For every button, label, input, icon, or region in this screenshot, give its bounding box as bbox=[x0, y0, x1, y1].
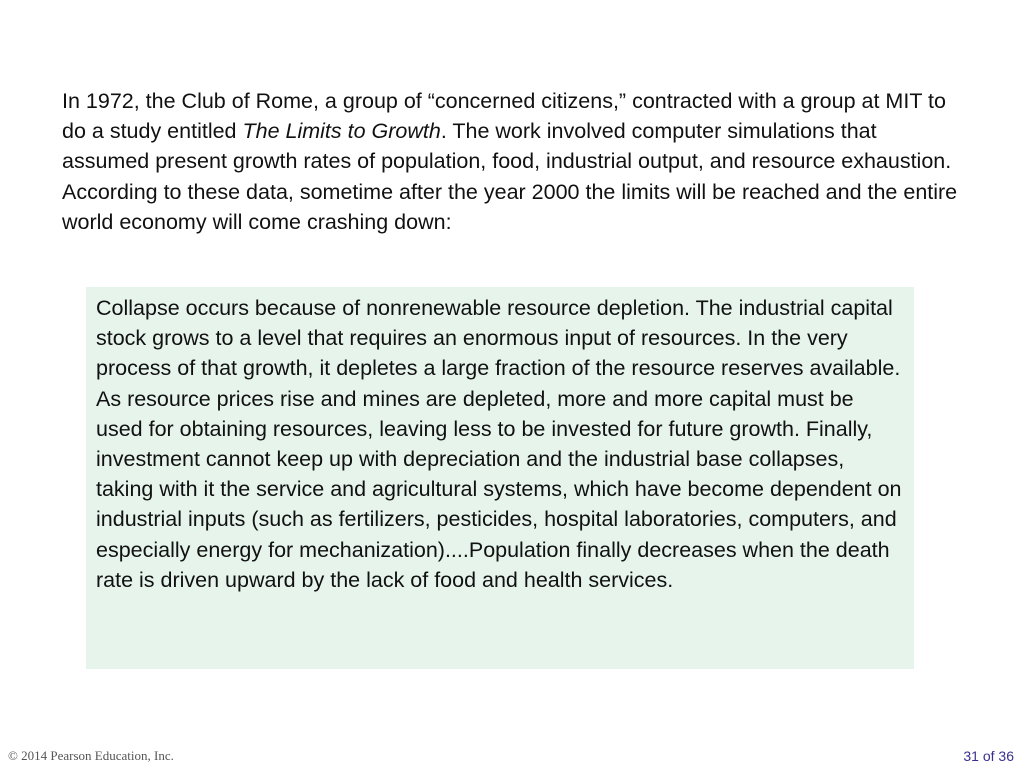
page-total: 36 bbox=[998, 748, 1014, 764]
intro-paragraph bbox=[62, 86, 962, 237]
intro-text-part1: In 1972, the Club of Rome, a group of “concerned citizens,” contracted with a group at MIT to do a study entitled bbox=[62, 89, 946, 144]
quote-box bbox=[86, 287, 914, 669]
quote-text: Collapse occurs because of nonrenewable resource depletion. The industrial capital stock grows to a level that requires an enormous input of resources. In the very process of that growth, it depletes a large fraction of the resource reserves available. As resource prices rise and mines are depleted, more and more capital must be used for obtaining resources, leaving less to be invested for future growth. Finally, investment cannot keep up with depreciation and the industrial base collapses, taking with it the service and agricultural systems, which have become dependent on industrial inputs (such as fertilizers, pesticides, hospital laboratories, computers, and especially energy for mechanization)....Population finally decreases when the death rate is driven upward by the lack of food and health services. bbox=[96, 296, 902, 592]
intro-text-part2: . The work involved computer simulations that assumed present growth rates of population, food, industrial output, and resource exhaustion. According to these data, sometime after the year 2000 the limits will be reached and the entire world economy will come crashing down: bbox=[62, 119, 958, 234]
page-of-label: of bbox=[982, 748, 995, 764]
study-title: The Limits to Growth bbox=[242, 119, 441, 144]
copyright-notice: © 2014 Pearson Education, Inc. bbox=[8, 748, 174, 763]
page-counter bbox=[963, 748, 1014, 764]
page-current: 31 bbox=[963, 748, 979, 764]
